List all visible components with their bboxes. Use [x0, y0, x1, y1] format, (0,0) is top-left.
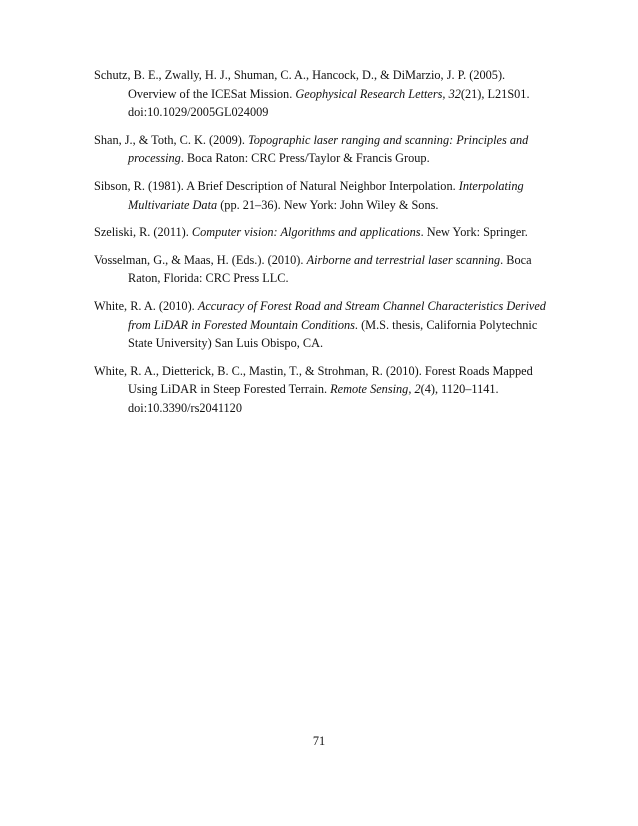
reference-text: White, R. A. (2010). — [94, 298, 198, 313]
reference-volume: 2 — [414, 382, 421, 397]
reference-entry — [94, 297, 546, 353]
reference-text: (21), L21S01. doi:10.1029/2005GL024009 — [128, 86, 530, 120]
reference-text: . Boca Raton, Florida: CRC Press LLC. — [128, 252, 532, 286]
reference-list — [94, 66, 546, 427]
reference-journal-title: Geophysical Research Letters, 32 — [295, 86, 461, 101]
reference-text: Sibson, R. (1981). A Brief Description of Natural Neighbor Interpolation. — [94, 178, 459, 193]
reference-text: . Boca Raton: CRC Press/Taylor & Francis Group. — [180, 151, 430, 166]
reference-book-title: Topographic laser ranging and scanning: Principles and processing — [128, 132, 529, 166]
reference-thesis-title: Accuracy of Forest Road and Stream Channel Characteristics Derived from LiDAR in Forested Mountain Conditions — [128, 298, 546, 332]
reference-text: Vosselman, G., & Maas, H. (Eds.). (2010). — [94, 252, 307, 267]
reference-book-title: Interpolating Multivariate Data — [128, 178, 524, 212]
reference-entry — [94, 223, 546, 242]
reference-text: (pp. 21–36). New York: John Wiley & Sons. — [217, 197, 439, 212]
reference-journal-title: Remote Sensing — [330, 382, 409, 397]
reference-book-title: Computer vision: Algorithms and applications — [191, 225, 421, 240]
reference-text: Szeliski, R. (2011). — [94, 225, 192, 240]
reference-entry — [94, 251, 546, 288]
reference-text: Schutz, B. E., Zwally, H. J., Shuman, C. A., Hancock, D., & DiMarzio, J. P. (2005). Overview of the ICESat Mission. — [94, 68, 506, 101]
reference-text: White, R. A., Dietterick, B. C., Mastin, T., & Strohman, R. (2010). Forest Roads Mapped Using LiDAR in Steep Forested Terrain. — [94, 363, 533, 397]
reference-text: , — [408, 382, 415, 397]
reference-text: . New York: Springer. — [420, 225, 528, 240]
reference-entry — [94, 66, 546, 122]
reference-text: . (M.S. thesis, California Polytechnic State University) San Luis Obispo, CA. — [128, 317, 538, 351]
page-number: 71 — [312, 734, 326, 748]
reference-entry — [94, 177, 546, 214]
reference-entry — [94, 362, 546, 418]
reference-text: Shan, J., & Toth, C. K. (2009). — [94, 132, 248, 147]
reference-entry — [94, 131, 546, 168]
reference-text: (4), 1120–1141. doi:10.3390/rs2041120 — [128, 382, 499, 415]
reference-book-title: Airborne and terrestrial laser scanning — [306, 252, 501, 267]
